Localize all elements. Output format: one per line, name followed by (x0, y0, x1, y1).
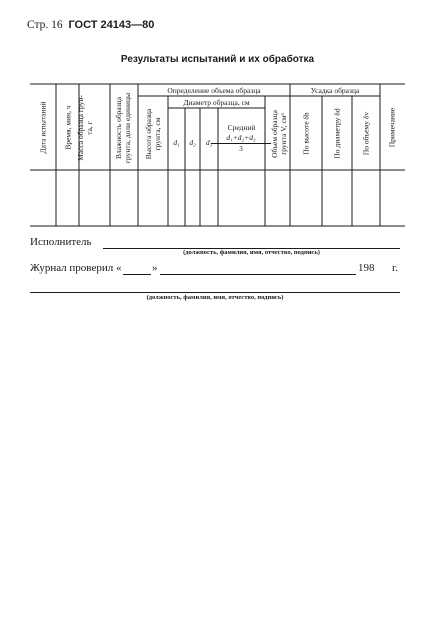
col-volume (270, 97, 290, 171)
col-height-line1: Высота образца (144, 108, 153, 160)
page-number: Стр. 16 (27, 19, 63, 31)
group-volume-header: Определение объема образца (167, 86, 261, 95)
executor-label: Исполнитель (30, 236, 92, 248)
col-date: Дата испытаний (38, 101, 48, 154)
col-shrink-volume: По объему δv (361, 111, 371, 156)
col-shrink-diameter: По диаметру δd (332, 108, 342, 159)
page-title: Результаты испытаний и их обработка (120, 54, 315, 65)
col-moisture-line1: Влажность образца (114, 96, 123, 160)
journal-year: 198 (358, 262, 375, 274)
col-moisture-line2: грунта, доли единицы (123, 92, 132, 164)
journal-year-suffix: г. (392, 262, 399, 274)
bottom-signature-line[interactable] (30, 292, 400, 293)
col-shrink-height: По высоте δh (301, 112, 311, 155)
executor-note: (должность, фамилия, имя, отчество, подпись) (183, 249, 320, 256)
journal-label: Журнал проверил « (30, 262, 122, 274)
group-diameter-header: Диаметр образца, см (183, 98, 250, 107)
col-note: Примечание (387, 107, 397, 148)
col-mean: Средний (227, 123, 256, 132)
col-mass-line1: Масса образца грун- (76, 95, 85, 161)
col-d2: d₂ (189, 138, 196, 147)
journal-quote-close: » (152, 262, 158, 274)
col-mass (76, 85, 96, 171)
mean-formula (211, 133, 271, 153)
col-height (144, 97, 164, 171)
journal-day-line[interactable] (123, 274, 151, 275)
bottom-note: (должность, фамилия, имя, отчество, подпись) (146, 294, 284, 301)
col-d1: d₁ (173, 138, 180, 147)
col-time: Время, мин, ч (63, 105, 72, 150)
standard-code: ГОСТ 24143—80 (68, 19, 155, 31)
col-moisture (114, 85, 134, 171)
col-volume-line2: грунта V, см³ (279, 113, 288, 155)
journal-month-line[interactable] (160, 274, 356, 275)
col-d3: d₃ (205, 138, 213, 147)
col-mass-line2: та, г (85, 121, 94, 135)
mean-formula-numerator: d₁+d₂+d₃ (211, 133, 271, 144)
col-volume-line1: Объем образца (270, 110, 279, 158)
group-shrink-header: Усадка образца (310, 86, 360, 95)
col-height-line2: грунта, см (153, 117, 162, 151)
mean-formula-denominator: 3 (239, 145, 243, 153)
